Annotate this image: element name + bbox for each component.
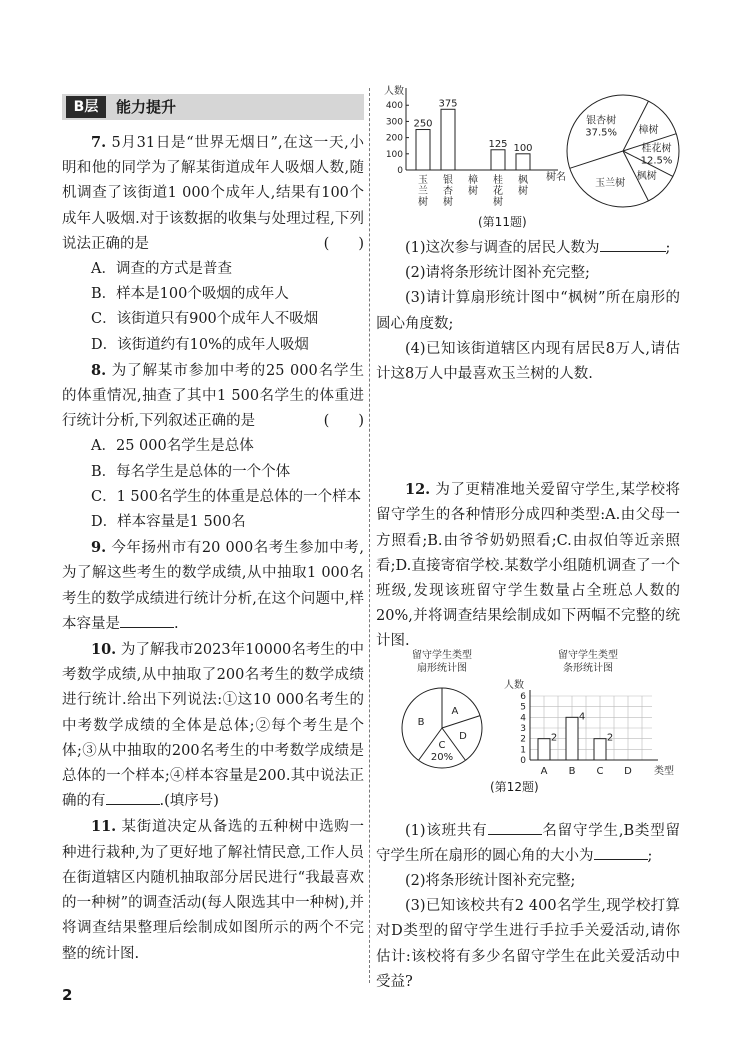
q11-stem: 某街道决定从备选的五种树中选购一种进行栽种,为了更好地了解社情民意,工作人员在街道辖区内随机抽取部分居民进行“我最喜欢的一种树”的调查活动(每人限选其中一种树),并将调查结果整理后绘制成如图所示的两个不完整的统计图. — [62, 819, 365, 962]
data-label: 375 — [438, 98, 458, 110]
q7-option-b: B．样本是100个吸烟的成年人 — [91, 286, 289, 303]
left-column — [62, 96, 364, 967]
x-tick-label: D — [624, 766, 632, 777]
q11-part-1-tail: ; — [665, 240, 671, 256]
data-label: 2 — [550, 732, 558, 744]
x-tick-label: 树 — [418, 197, 428, 208]
q10-stem: 为了解我市2023年10000名考生的中考数学成绩,从中抽取了200名考生的数学成绩进行统计.给出下列说法:①这10 000名考生的中考数学成绩的全体是总体;②每个考生是个体;③从中抽取的200名考生的中考数学成绩是总体的一个样本;④样本容量是200.其中说法正确的有 — [62, 642, 365, 810]
x-tick-label: 树 — [493, 197, 503, 208]
q7-number: 7. — [91, 134, 107, 151]
slice-percent: 12.5% — [640, 155, 673, 167]
x-axis-label: 树名 — [546, 172, 566, 183]
slice-label: 樟树 — [638, 125, 659, 137]
x-tick-label: 树 — [468, 186, 478, 197]
data-label: 100 — [513, 142, 533, 154]
q12-part-1-b: 名留守学生,B类型留守学生所在扇形的圆心角的大小为 — [376, 822, 681, 864]
x-tick-label: B — [568, 766, 576, 777]
bar — [594, 739, 606, 760]
q11-part-2: (2)请将条形统计图补充完整; — [405, 265, 590, 282]
y-tick-label: 400 — [385, 101, 403, 112]
q12-part-1-blank-a[interactable] — [488, 820, 542, 835]
bar — [441, 109, 455, 170]
slice-label: C — [438, 740, 446, 751]
q11-number: 11. — [91, 818, 117, 836]
y-tick-label: 300 — [385, 117, 403, 128]
slice-label: 桂花树 — [641, 143, 672, 155]
q11-part-1-text: (1)这次参与调查的居民人数为 — [405, 240, 600, 256]
question-10 — [62, 637, 364, 814]
bar-title: 留守学生类型 — [558, 650, 618, 661]
q9-tail: . — [174, 615, 179, 632]
q12-pie-chart — [392, 648, 492, 778]
q11-pie-chart — [564, 92, 682, 210]
slice-percent: 37.5% — [585, 127, 618, 139]
section-tag: B层 — [66, 96, 106, 118]
pie-subtitle: 扇形统计图 — [417, 663, 467, 674]
section-title: 能力提升 — [116, 98, 177, 116]
bar — [491, 150, 505, 170]
question-12 — [376, 477, 680, 654]
y-tick-label: 0 — [397, 166, 403, 176]
q12-number: 12. — [405, 481, 431, 499]
q10-tail: .(填序号) — [159, 793, 219, 810]
slice-label: B — [417, 717, 425, 729]
q8-option-d: D．样本容量是1 500名 — [91, 514, 246, 531]
q11-part-1-blank[interactable] — [600, 237, 666, 252]
q11-part-4: (4)已知该街道辖区内现有居民8万人,请估计这8万人中最喜欢玉兰树的人数. — [376, 340, 680, 383]
y-axis-label: 人数 — [504, 680, 524, 691]
q12-caption: (第12题) — [490, 780, 539, 794]
data-label: 250 — [413, 118, 433, 130]
page-number: 2 — [62, 986, 73, 1004]
q12-part-1-a: (1)该班共有 — [405, 822, 488, 839]
q8-stem: 为了解某市参加中考的25 000名学生的体重情况,抽查了其中1 500名学生的体重进行统计分析,下列叙述正确的是 — [62, 362, 364, 430]
q7-option-d: D．该街道约有10%的成年人吸烟 — [91, 336, 309, 353]
x-tick-label: 树 — [518, 186, 528, 197]
q12-part-1-tail: ; — [647, 847, 653, 864]
question-8 — [62, 358, 364, 435]
y-tick-label: 100 — [385, 149, 403, 160]
slice-label: D — [459, 730, 467, 742]
data-label: 4 — [578, 711, 586, 723]
q12-part-3: (3)已知该校共有2 400名学生,现学校打算对D类型的留守学生进行手拉手关爱活动,请你估计:该校将有多少名留守学生在此关爱活动中受益? — [376, 898, 680, 990]
y-axis-label: 人数 — [384, 86, 404, 97]
question-9 — [62, 535, 364, 637]
data-label: 2 — [606, 732, 614, 744]
q11-bar-chart — [376, 84, 566, 214]
q9-number: 9. — [91, 539, 107, 557]
question-11 — [62, 814, 364, 966]
slice-label: 枫树 — [636, 170, 657, 182]
q12-part-1-blank-b[interactable] — [594, 845, 648, 860]
x-tick-label: 枫 — [518, 175, 528, 186]
x-tick-label: 桂 — [493, 175, 503, 186]
x-tick-label: 银 — [443, 175, 453, 186]
x-tick-label: 樟 — [468, 175, 478, 186]
y-tick-label: 0 — [520, 756, 526, 766]
q11-part-3: (3)请计算扇形统计图中“枫树”所在扇形的圆心角度数; — [376, 290, 680, 332]
q12-part-2: (2)将条形统计图补充完整; — [405, 873, 576, 890]
column-divider — [369, 88, 370, 983]
x-axis-label: 类型 — [654, 766, 674, 777]
bar-subtitle: 条形统计图 — [563, 663, 613, 674]
y-tick-label: 6 — [520, 692, 526, 702]
q7-stem: 5月31日是“世界无烟日”,在这一天,小明和他的同学为了解某街道成年人吸烟人数,随机调查了该街道1 000个成年人,结果有100个成年人吸烟.对于该数据的收集与处理过程,下列说法正确的是 — [62, 135, 364, 252]
q8-option-b: B．每名学生是总体的一个个体 — [91, 463, 291, 480]
q10-answer-blank[interactable] — [106, 790, 160, 805]
y-tick-label: 4 — [520, 713, 526, 724]
x-tick-label: C — [596, 766, 604, 777]
q8-answer-paren: ( ) — [323, 413, 364, 430]
q9-stem: 今年扬州市有20 000名考生参加中考,为了解这些考生的数学成绩,从中抽取1 000名考生的数学成绩进行统计分析,在这个问题中,样本容量是 — [62, 540, 364, 632]
q10-number: 10. — [91, 641, 117, 659]
y-tick-label: 2 — [520, 734, 526, 745]
x-tick-label: A — [540, 766, 548, 777]
q11-caption: (第11题) — [478, 215, 527, 229]
slice-label: A — [451, 706, 459, 718]
y-tick-label: 1 — [520, 745, 526, 756]
bar — [566, 717, 578, 760]
q7-option-a: A．调查的方式是普查 — [91, 261, 232, 278]
q8-number: 8. — [91, 361, 107, 379]
q11-part-1 — [376, 236, 680, 261]
x-tick-label: 树 — [443, 197, 453, 208]
data-label: 125 — [488, 138, 508, 150]
q12-part-1 — [376, 819, 680, 869]
slice-label: 银杏树 — [586, 115, 617, 127]
q12-stem: 为了更精准地关爱留守学生,某学校将留守学生的各种情形分成四种类型:A.由父母一方照看;B.由爷爷奶奶照看;C.由叔伯等近亲照看;D.直接寄宿学校.某数学小组随机调查了一个班级,发现该班留守学生数量占全班总人数的20%,并将调查结果绘制成如下两幅不完整的统计图. — [376, 482, 681, 650]
slice-percent: 20% — [430, 752, 454, 763]
q7-answer-paren: ( ) — [323, 235, 364, 252]
x-tick-label: 花 — [493, 186, 503, 197]
x-tick-label: 兰 — [418, 186, 428, 197]
x-tick-label: 杏 — [443, 186, 453, 197]
y-tick-label: 3 — [520, 724, 526, 734]
bar — [516, 154, 530, 170]
y-tick-label: 5 — [520, 702, 526, 713]
q7-option-c: C．该街道只有900个成年人不吸烟 — [91, 311, 319, 328]
x-tick-label: 玉 — [418, 175, 428, 186]
q12-bar-chart — [502, 648, 678, 778]
y-tick-label: 200 — [385, 133, 403, 144]
right-column — [376, 236, 680, 995]
slice-label: 玉兰树 — [595, 178, 626, 190]
pie-title: 留守学生类型 — [412, 650, 472, 661]
bar — [416, 130, 430, 170]
q9-answer-blank[interactable] — [120, 613, 174, 628]
question-7 — [62, 130, 364, 257]
q8-option-c: C．1 500名学生的体重是总体的一个样本 — [91, 488, 362, 505]
bar — [538, 739, 550, 760]
q8-option-a: A．25 000名学生是总体 — [91, 438, 254, 455]
